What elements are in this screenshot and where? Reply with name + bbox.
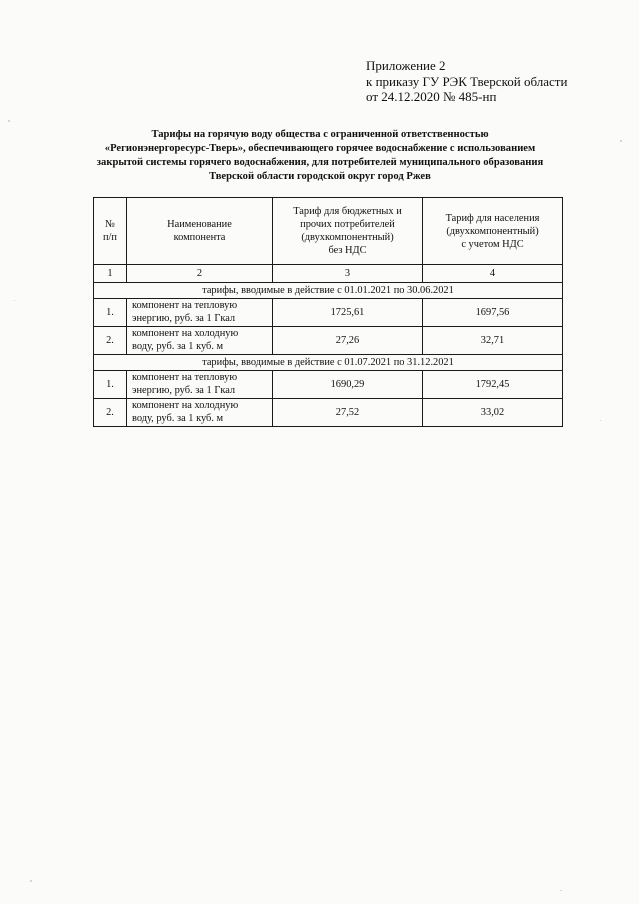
header-text: (двухкомпонентный)	[301, 232, 394, 243]
component-name-line: компонент на холодную	[132, 328, 239, 339]
title-line: закрытой системы горячего водоснабжения, для потребителей муниципального образования	[96, 157, 544, 168]
title-line: Тарифы на горячую воду общества с ограниченной ответственностью	[151, 129, 489, 140]
order-reference: к приказу ГУ РЭК Тверской области	[366, 73, 568, 89]
header-number	[94, 198, 127, 265]
component-name	[127, 399, 273, 427]
component-name	[127, 327, 273, 355]
appendix-reference	[366, 58, 567, 105]
budget-tariff-value: 1690,29	[273, 371, 423, 399]
budget-tariff-value: 27,26	[273, 327, 423, 355]
component-name-line: воду, руб. за 1 куб. м	[132, 412, 224, 424]
header-text: без НДС	[328, 245, 367, 256]
component-name	[127, 371, 273, 399]
header-text: прочих потребителей	[300, 219, 395, 230]
period-label: тарифы, вводимые в действие с 01.07.2021 по 31.12.2021	[94, 355, 563, 371]
header-text: Тариф для населения	[445, 212, 540, 224]
scan-noise	[620, 140, 622, 142]
row-number: 2.	[94, 327, 127, 355]
budget-tariff-value: 27,52	[273, 399, 423, 427]
header-text: компонента	[173, 232, 226, 243]
column-index: 3	[273, 265, 423, 283]
header-budget-tariff	[273, 198, 423, 265]
scan-noise	[560, 890, 562, 891]
component-name-line: энергию, руб. за 1 Гкал	[132, 384, 236, 396]
header-text: (двухкомпонентный)	[446, 225, 539, 237]
tariff-table	[93, 197, 563, 427]
budget-tariff-value: 1725,61	[273, 299, 423, 327]
table-row	[94, 371, 563, 399]
order-date-number: от 24.12.2020 № 485-нп	[366, 89, 497, 104]
population-tariff-value: 1697,56	[423, 299, 563, 327]
table-row	[94, 327, 563, 355]
component-name-line: воду, руб. за 1 куб. м	[132, 340, 224, 352]
scan-noise	[600, 420, 601, 421]
column-index: 4	[423, 265, 563, 283]
header-text: п/п	[102, 232, 117, 243]
header-population-tariff	[423, 198, 563, 265]
header-text: с учетом НДС	[461, 238, 524, 250]
component-name	[127, 299, 273, 327]
header-text: Наименование	[167, 219, 232, 230]
table-row	[94, 399, 563, 427]
title-line: Тверской области городской округ город Ржев	[209, 171, 431, 182]
column-index: 1	[94, 265, 127, 283]
scan-noise	[14, 300, 15, 301]
document-title	[60, 128, 580, 184]
period-row	[94, 283, 563, 299]
population-tariff-value: 33,02	[423, 399, 563, 427]
table-header-row	[94, 198, 563, 265]
column-index-row	[94, 265, 563, 283]
header-text: Тариф для бюджетных и	[293, 206, 402, 217]
table-row	[94, 299, 563, 327]
population-tariff-value: 32,71	[423, 327, 563, 355]
population-tariff-value: 1792,45	[423, 371, 563, 399]
row-number: 1.	[94, 299, 127, 327]
scan-noise	[8, 120, 10, 122]
component-name-line: компонент на холодную	[132, 400, 239, 411]
component-name-line: компонент на тепловую	[132, 300, 238, 311]
component-name-line: энергию, руб. за 1 Гкал	[132, 312, 236, 324]
header-component-name	[127, 198, 273, 265]
scan-noise	[30, 880, 32, 882]
component-name-line: компонент на тепловую	[132, 372, 238, 383]
period-label: тарифы, вводимые в действие с 01.01.2021 по 30.06.2021	[94, 283, 563, 299]
column-index: 2	[127, 265, 273, 283]
row-number: 2.	[94, 399, 127, 427]
period-row	[94, 355, 563, 371]
title-line: «Регионэнергоресурс-Тверь», обеспечивающего горячее водоснабжение с использованием	[104, 143, 536, 154]
appendix-number: Приложение 2	[366, 58, 446, 73]
header-text: №	[105, 219, 115, 230]
row-number: 1.	[94, 371, 127, 399]
